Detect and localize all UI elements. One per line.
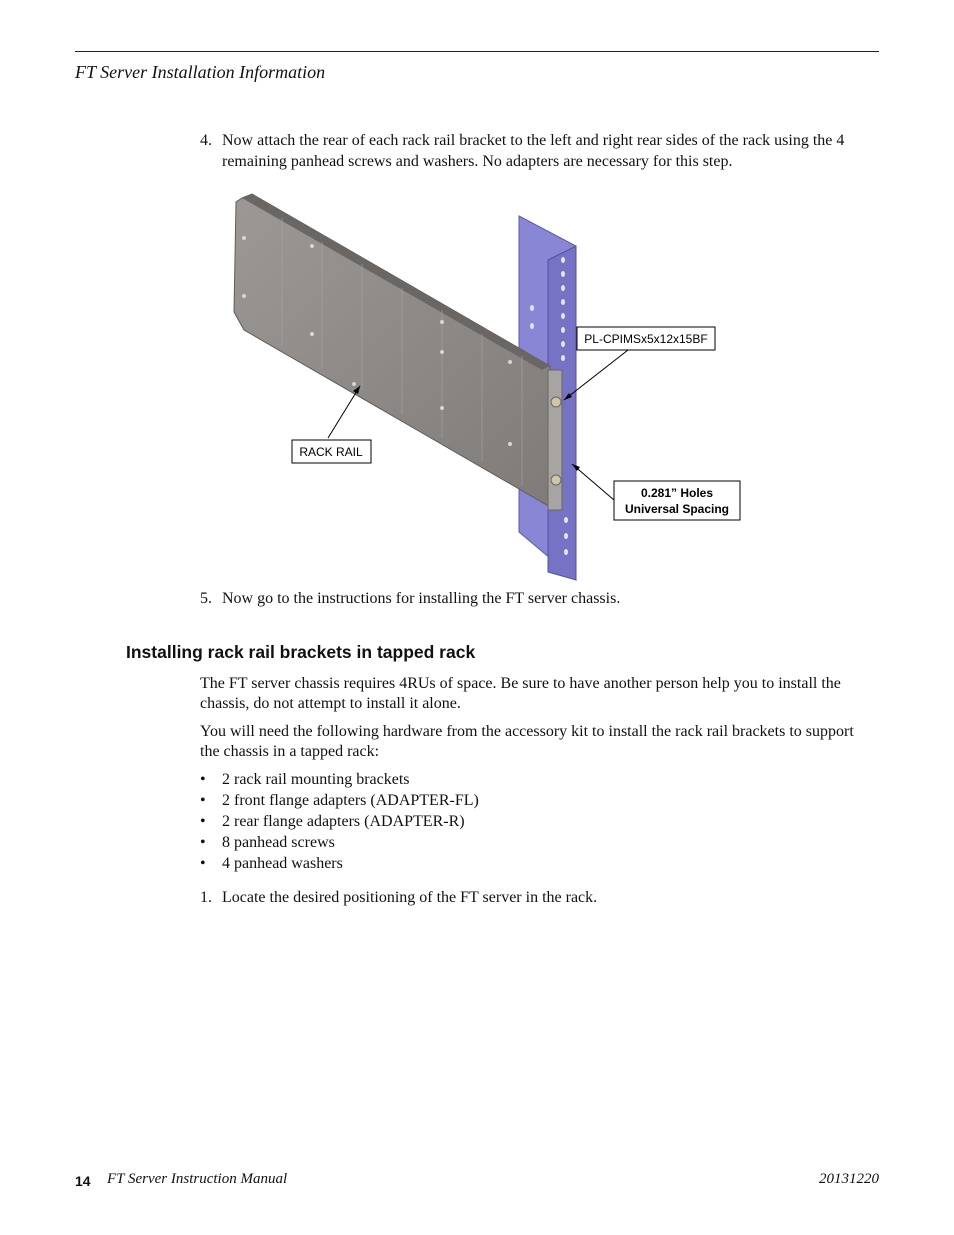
bullet-dot: • (200, 855, 206, 872)
step-number: 1. (200, 889, 212, 906)
rack-rail-figure (222, 190, 746, 582)
step-text: Now go to the instructions for installing the FT server chassis. (222, 590, 621, 607)
part-number-label: PL-CPIMSx5x12x15BF (584, 332, 708, 346)
list-item-text: 2 rack rail mounting brackets (222, 771, 410, 788)
step-number: 4. (200, 132, 212, 149)
footer-manual-title: FT Server Instruction Manual (107, 1171, 288, 1187)
list-item-text: 2 front flange adapters (ADAPTER-FL) (222, 792, 479, 809)
footer-doc-number: 20131220 (819, 1171, 879, 1187)
hardware-list (200, 769, 800, 874)
list-item (200, 790, 800, 811)
header-rule (75, 51, 879, 52)
bullet-dot: • (200, 834, 206, 851)
page-number: 14 (75, 1173, 91, 1189)
list-item (200, 853, 800, 874)
step-4 (200, 130, 880, 172)
step-text: Now attach the rear of each rack rail bracket to the left and right rear sides of the rack using the 4 remaining panhead screws and washers. No adapters are necessary for this step. (222, 132, 845, 170)
list-item (200, 811, 800, 832)
paragraph-space-requirement: The FT server chassis requires 4RUs of space. Be sure to have another person help you to install the chassis, do not attempt to install it alone. (200, 675, 841, 712)
bullet-dot: • (200, 813, 206, 830)
holes-label-line1: 0.281” Holes (640, 486, 714, 500)
list-item-text: 4 panhead washers (222, 855, 343, 872)
rack-rail-leader (328, 386, 360, 438)
holes-label-line2: Universal Spacing (624, 502, 730, 516)
step-number: 5. (200, 590, 212, 607)
rack-rail-label: RACK RAIL (299, 445, 363, 459)
step-1 (200, 887, 880, 908)
list-item-text: 2 rear flange adapters (ADAPTER-R) (222, 813, 465, 830)
bullet-dot: • (200, 792, 206, 809)
screw-lower (551, 475, 561, 485)
section-heading: Installing rack rail brackets in tapped rack (126, 642, 476, 662)
step-5 (200, 588, 880, 609)
step-text: Locate the desired positioning of the FT server in the rack. (222, 889, 598, 906)
holes-leader (572, 464, 614, 500)
running-title: FT Server Installation Information (75, 62, 326, 82)
screw-upper (551, 397, 561, 407)
list-item (200, 832, 800, 853)
rail-ear (548, 370, 562, 510)
list-item (200, 769, 800, 790)
paragraph-hardware-intro: You will need the following hardware from the accessory kit to install the rack rail brackets to support the chassis in a tapped rack: (200, 723, 854, 760)
bullet-dot: • (200, 771, 206, 788)
list-item-text: 8 panhead screws (222, 834, 335, 851)
